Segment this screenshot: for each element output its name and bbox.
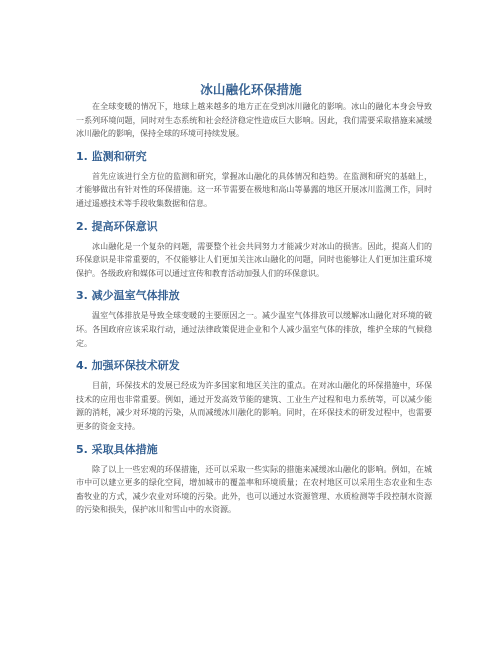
section-emissions xyxy=(76,289,432,350)
section-paragraph: 目前，环保技术的发展已经成为许多国家和地区关注的重点。在对冰山融化的环保措施中，环保技术的应用也非常重要。例如，通过开发高效节能的建筑、工业生产过程和电力系统等，可以减少能源的消耗，减少对环境的污染，从而减缓冰川融化的影响。同时，在环保技术的研发过程中，也需要更多的资金支持。 xyxy=(76,381,432,431)
section-heading: 1. 监测和研究 xyxy=(76,149,147,163)
section-heading: 4. 加强环保技术研发 xyxy=(76,359,180,373)
section-paragraph: 除了以上一些宏观的环保措施，还可以采取一些实际的措施来减缓冰山融化的影响。例如，在城市中可以建立更多的绿化空间，增加城市的覆盖率和环境质量；在农村地区可以采用生态农业和生态畜牧业的方式，减少农业对环境的污染。此外，也可以通过水资源管理、水质检测等手段控制水资源的污染和损失，保护冰川和雪山中的水资源。 xyxy=(76,464,432,515)
section-heading: 3. 减少温室气体排放 xyxy=(76,289,180,303)
intro-paragraph: 在全球变暖的情况下，地球上越来越多的地方正在受到冰川融化的影响。冰山的融化本身会导致一系列环境问题，同时对生态系统和社会经济稳定性造成巨大影响。因此，我们需要采取措施来减缓冰川融化的影响，保持全球的环境可持续发展。 xyxy=(76,102,432,139)
section-measures xyxy=(76,443,432,517)
section-monitoring xyxy=(76,150,432,211)
document-title: 冰山融化环保措施 xyxy=(200,82,302,97)
document-body xyxy=(76,100,432,517)
section-paragraph: 温室气体排放是导致全球变暖的主要原因之一。减少温室气体排放可以缓解冰山融化对环境的破坏。各国政府应该采取行动，通过法律政策促进企业和个人减少温室气体的排放，维护全球的气候稳定。 xyxy=(76,311,432,348)
section-heading: 5. 采取具体措施 xyxy=(76,442,158,456)
section-heading: 2. 提高环保意识 xyxy=(76,219,158,233)
section-technology xyxy=(76,359,432,433)
section-awareness xyxy=(76,220,432,281)
section-paragraph: 冰山融化是一个复杂的问题，需要整个社会共同努力才能减少对冰山的损害。因此，提高人们的环保意识是非常重要的，不仅能够让人们更加关注冰山融化的问题，同时也能够让人们更加注重环境保护。各级政府和媒体可以通过宣传和教育活动加强人们的环保意识。 xyxy=(76,241,432,278)
section-paragraph: 首先应该进行全方位的监测和研究，掌握冰山融化的具体情况和趋势。在监测和研究的基础上，才能够做出有针对性的环保措施。这一环节需要在极地和高山等暴露的地区开展冰川监测工作，同时通过遥感技术等手段收集数据和信息。 xyxy=(76,171,432,208)
